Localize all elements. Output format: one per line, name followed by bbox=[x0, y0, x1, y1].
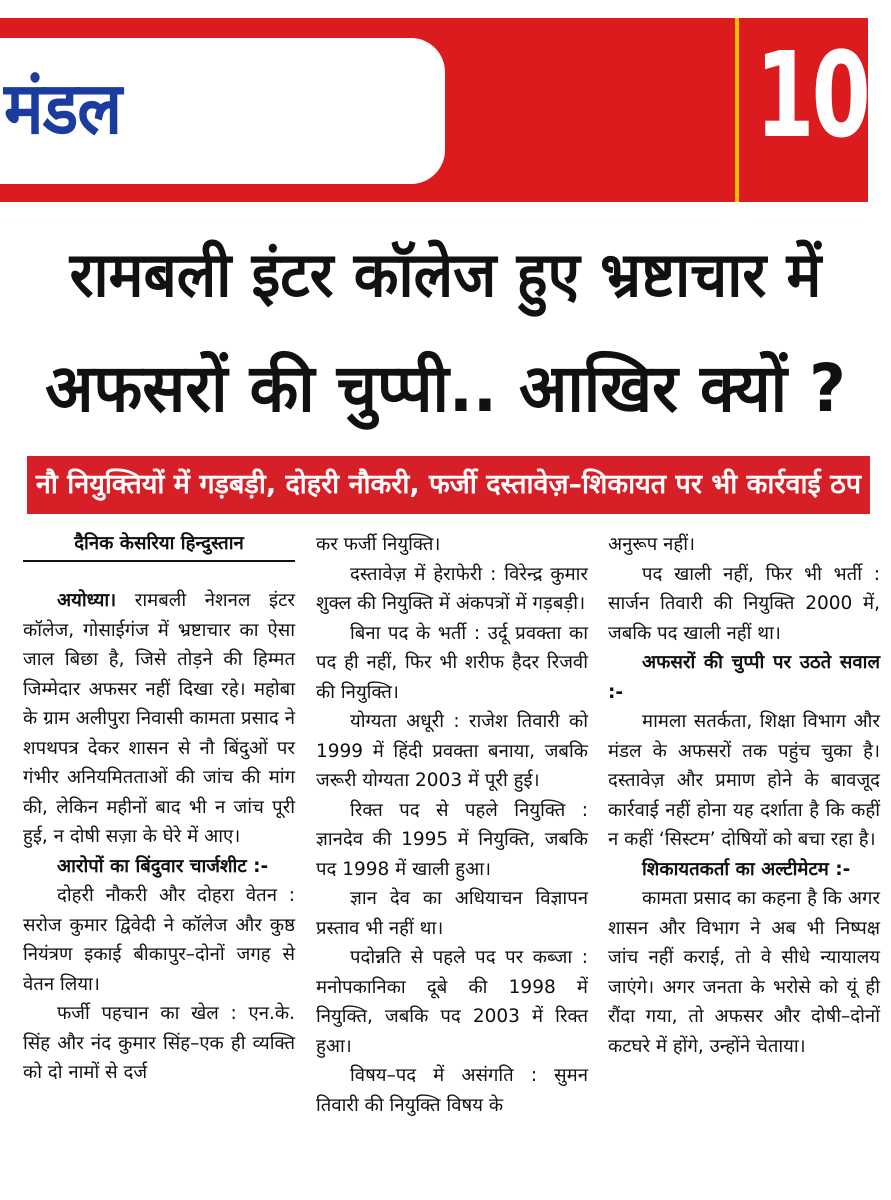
byline: दैनिक केसरिया हिन्दुस्तान bbox=[23, 530, 295, 562]
paragraph: दोहरी नौकरी और दोहरा वेतन : सरोज कुमार द्विवेदी ने कॉलेज और कुष्ठ नियंत्रण इकाई बीकापुर–दोनों जगह से वेतन लिया। bbox=[23, 885, 295, 995]
article-column-1 bbox=[23, 530, 295, 1088]
intro-text: रामबली नेशनल इंटर कॉलेज, गोसाईगंज में भ्रष्टाचार का ऐसा जाल बिछा है, जिसे तोड़ने की हिम्मत जिम्मेदार अफसर नहीं दिखा रहे। महोबा के ग्राम अलीपुरा निवासी कामता प्रसाद ने शपथपत्र देकर शासन से नौ बिंदुओं पर गंभीर अनियमितताओं की जांच की मांग की, लेकिन महीनों बाद भी न जांच पूरी हुई, न दोषी सज़ा के घेरे में आए। bbox=[23, 590, 295, 847]
paragraph: मामला सतर्कता, शिक्षा विभाग और मंडल के अफसरों तक पहुंच चुका है। दस्तावेज़ और प्रमाण होने के बावजूद कार्रवाई नहीं होना यह दर्शाता है कि कहीं न कहीं ‘सिस्टम’ दोषियों को बचा रहा है। bbox=[608, 711, 880, 850]
paragraph: ज्ञान देव का अधियाचन विज्ञापन प्रस्ताव भी नहीं था। bbox=[316, 888, 588, 939]
paragraph: पद खाली नहीं, फिर भी भर्ती : सार्जन तिवारी की नियुक्ति 2000 में, जबकि पद खाली नहीं था। bbox=[608, 563, 880, 644]
headline-line-1: रामबली इंटर कॉलेज हुए भ्रष्टाचार में bbox=[69, 238, 822, 311]
paragraph-continued: कर फर्जी नियुक्ति। bbox=[316, 534, 441, 555]
paragraph: विषय–पद में असंगति : सुमन तिवारी की नियुक्ति विषय के bbox=[316, 1065, 588, 1116]
page-number-divider bbox=[735, 18, 739, 202]
subheadline: नौ नियुक्तियों में गड़बड़ी, दोहरी नौकरी, फर्जी दस्तावेज़–शिकायत पर भी कार्रवाई ठप bbox=[27, 456, 870, 514]
dateline: अयोध्या। bbox=[57, 590, 117, 611]
section-heading-ultimatum: शिकायतकर्ता का अल्टीमेटम :- bbox=[642, 858, 851, 880]
paragraph: पदोन्नति से पहले पद पर कब्जा : मनोपकानिका दूबे की 1998 में नियुक्ति, जबकि पद 2003 में रिक्त हुआ। bbox=[316, 947, 588, 1057]
section-banner bbox=[0, 18, 868, 202]
paragraph: कामता प्रसाद का कहना है कि अगर शासन और विभाग ने अब भी निष्पक्ष जांच नहीं कराई, तो वे सीधे न्यायालय जाएंगे। अगर जनता के भरोसे को यूं ही रौंदा गया, तो अफसर और दोषी–दोनों कटघरे में होंगे, उन्होंने चेताया। bbox=[608, 888, 880, 1057]
paragraph-continued: अनुरूप नहीं। bbox=[608, 534, 696, 555]
intro-paragraph bbox=[23, 586, 295, 852]
article-column-3 bbox=[608, 530, 880, 1061]
headline-line-2: अफसरों की चुप्पी.. आखिर क्यों ? bbox=[45, 350, 846, 427]
article-column-2 bbox=[316, 530, 588, 1120]
section-title: मंडल bbox=[4, 66, 122, 150]
section-heading-silence: अफसरों की चुप्पी पर उठते सवाल :- bbox=[608, 652, 880, 703]
paragraph: बिना पद के भर्ती : उर्दू प्रवक्ता का पद ही नहीं, फिर भी शरीफ हैदर रिजवी की नियुक्ति। bbox=[316, 622, 588, 703]
section-label-box bbox=[0, 38, 445, 184]
page-number: 10 bbox=[755, 26, 868, 164]
paragraph: फर्जी पहचान का खेल : एन.के. सिंह और नंद कुमार सिंह–एक ही व्यक्ति को दो नामों से दर्ज bbox=[23, 1003, 295, 1083]
paragraph: दस्तावेज़ में हेराफेरी : विरेन्द्र कुमार शुक्ल की नियुक्ति में अंकपत्रों में गड़बड़ी। bbox=[316, 563, 588, 614]
paragraph: रिक्त पद से पहले नियुक्ति : ज्ञानदेव की 1995 में नियुक्ति, जबकि पद 1998 में खाली हुआ। bbox=[316, 799, 588, 880]
paragraph: योग्यता अधूरी : राजेश तिवारी को 1999 में हिंदी प्रवक्ता बनाया, जबकि जरूरी योग्यता 2003 में पूरी हुई। bbox=[316, 711, 588, 791]
section-heading-charges: आरोपों का बिंदुवार चार्जशीट :- bbox=[57, 855, 269, 877]
